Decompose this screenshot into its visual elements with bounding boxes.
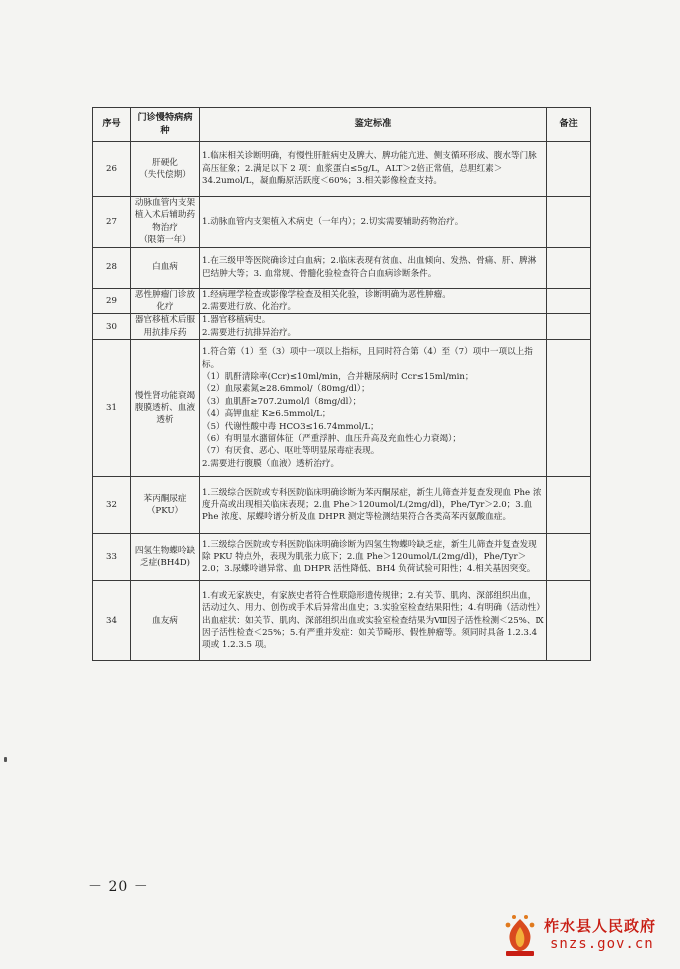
disease-name-line: （限第一年） — [139, 235, 191, 246]
disease-name-line: 器官移植术后服 — [134, 315, 196, 326]
criteria-line: 2.需要进行抗排异治疗。 — [202, 327, 297, 338]
row-number: 32 — [93, 477, 131, 534]
criteria-cell — [200, 142, 547, 197]
header-no: 序号 — [93, 108, 131, 142]
disease-name-line: 恶性肿瘤门诊放 — [134, 289, 196, 300]
disease-name-line: （PKU） — [146, 506, 184, 517]
criteria-line: （4）高钾血症 K≥6.5mmol/L； — [202, 409, 331, 420]
criteria-line: （6）有明显水潴留体征（严重浮肿、血压升高及充血性心力衰竭）； — [202, 434, 461, 445]
remark-cell — [547, 288, 591, 314]
criteria-line: 1.在三级甲等医院确诊过白血病；2.临床表现有贫血、出血倾向、发热、骨痛、肝、脾淋巴结肿大等；3. 血常规、骨髓化验检查符合白血病诊断条件。 — [202, 256, 537, 279]
criteria-line: 1.器官移植病史。 — [202, 315, 271, 326]
criteria-cell — [200, 534, 547, 581]
criteria-table — [92, 107, 591, 661]
disease-name-line: 肝硬化 — [152, 157, 178, 168]
header-remark: 备注 — [547, 108, 591, 142]
criteria-cell — [200, 340, 547, 477]
criteria-line: （7）有厌食、恶心、呕吐等明显尿毒症表现。 — [202, 446, 380, 457]
remark-cell — [547, 247, 591, 288]
remark-cell — [547, 477, 591, 534]
row-number: 27 — [93, 197, 131, 248]
criteria-line: 1.动脉血管内支架植入术病史（一年内）；2.切实需要辅助药物治疗。 — [202, 216, 464, 227]
row-number: 33 — [93, 534, 131, 581]
criteria-line: （1）肌酐清除率(Ccr)≤10ml/min，合并糖尿病时 Ccr≤15ml/min； — [202, 372, 474, 383]
disease-name-line: 四氢生物蝶呤缺 — [134, 545, 196, 556]
table-row — [93, 340, 591, 477]
row-number: 26 — [93, 142, 131, 197]
remark-cell — [547, 142, 591, 197]
disease-name-cell — [131, 340, 200, 477]
disease-name-line: 物治疗 — [152, 222, 178, 233]
table-row — [93, 197, 591, 248]
criteria-line: 2.需要进行腹膜（血液）透析治疗。 — [202, 458, 340, 469]
criteria-cell — [200, 314, 547, 340]
table-row — [93, 142, 591, 197]
criteria-cell — [200, 477, 547, 534]
remark-cell — [547, 197, 591, 248]
criteria-line: 1.有或无家族史，有家族史者符合性联隐形遗传规律；2.有关节、肌肉、深部组织出血，活动过久、用力、创伤或手术后异常出血史；3.实验室检查结果阳性；4.有明确（活动性）出血症状：如关节、肌肉、深部组织出血或实验室检查结果为Ⅷ因子活性检测＜25%、Ⅸ因子活性检查＜25%；5.有严重并发症：如关节畸形、假性肿瘤等。须同时具备 1.2.3.4 项或 1.2.3.5 项。 — [202, 590, 544, 651]
watermark-title: 柞水县人民政府 — [544, 917, 657, 935]
criteria-line: （5）代谢性酸中毒 HCO3≤16.74mmol/L； — [202, 421, 379, 432]
table-row — [93, 534, 591, 581]
disease-name-line: 化疗 — [156, 302, 174, 313]
disease-name-line: 透析 — [156, 415, 174, 426]
disease-name-line: 植入术后辅助药 — [134, 210, 196, 221]
table-row — [93, 247, 591, 288]
criteria-cell — [200, 288, 547, 314]
red-flame-emblem-icon — [500, 913, 540, 959]
disease-name-line: （失代偿期） — [139, 170, 191, 180]
remark-cell — [547, 534, 591, 581]
criteria-line: 1.三级综合医院或专科医院临床明确诊断为四氢生物蝶呤缺乏症，新生儿筛查并复查发现除 PKU 特点外，表现为肌张力底下；2.血 Phe＞120umol/L(2mg/dl)，Phe/Tyr＞2.0；3.尿蝶呤谱异常、血 DHPR 活性降低、BH4 负荷试验可阳性；4.相关基因突变。 — [202, 539, 537, 575]
disease-name-line: 用抗排斥药 — [143, 327, 187, 338]
criteria-line: 1.临床相关诊断明确，有慢性肝脏病史及脾大、脾功能亢进、侧支循环形成、腹水等门脉高压征象；2.满足以下 2 项：血浆蛋白≤5g/L，ALT＞2倍正常值，总胆红素＞34.2umol/L，凝血酶原活跃度＜60%；3.相关影像检查支持。 — [202, 151, 537, 187]
row-number: 30 — [93, 314, 131, 340]
disease-name-line: 血友病 — [152, 615, 178, 626]
criteria-line: 1.符合第（1）至（3）项中一项以上指标，且同时符合第（4）至（7）项中一项以上指标。 — [202, 347, 533, 370]
header-criteria: 鉴定标准 — [200, 108, 547, 142]
row-number: 28 — [93, 247, 131, 288]
table-header-row — [93, 108, 591, 142]
disease-name-cell — [131, 247, 200, 288]
scan-mark — [4, 757, 7, 762]
remark-cell — [547, 581, 591, 661]
criteria-line: （2）血尿素氮≥28.6mmol/（80mg/dl）； — [202, 384, 370, 395]
remark-cell — [547, 314, 591, 340]
criteria-line: 1.三级综合医院或专科医院临床明确诊断为苯丙酮尿症，新生儿筛查并复查发现血 Phe 浓度升高或出现相关临床表现；2.血 Phe＞120umol/L(2mg/dl)，Phe/Tyr＞2.0；3.血 Phe 浓度、尿蝶呤谱分析及血 DHPR 测定等检测结果符合各类高苯丙氨酸血症。 — [202, 487, 542, 523]
disease-name-cell — [131, 197, 200, 248]
disease-name-cell — [131, 581, 200, 661]
criteria-cell — [200, 197, 547, 248]
criteria-line: 1.经病理学检查或影像学检查及相关化验，诊断明确为恶性肿瘤。 — [202, 289, 451, 300]
disease-name-cell — [131, 477, 200, 534]
criteria-line: 2.需要进行放、化治疗。 — [202, 302, 297, 313]
table-row — [93, 477, 591, 534]
criteria-cell — [200, 581, 547, 661]
watermark-url: snzs.gov.cn — [550, 936, 654, 952]
disease-name-cell — [131, 534, 200, 581]
row-number: 31 — [93, 340, 131, 477]
table-row — [93, 581, 591, 661]
disease-name-line: 苯丙酮尿症 — [143, 493, 187, 504]
row-number: 29 — [93, 288, 131, 314]
page-number: － 20 － — [88, 879, 149, 895]
disease-name-line: 腹膜透析、血液 — [134, 403, 196, 414]
disease-name-cell — [131, 314, 200, 340]
row-number: 34 — [93, 581, 131, 661]
criteria-cell — [200, 247, 547, 288]
remark-cell — [547, 340, 591, 477]
disease-name-line: 乏症(BH4D) — [139, 558, 191, 569]
disease-name-cell — [131, 288, 200, 314]
disease-name-line: 动脉血管内支架 — [134, 198, 196, 208]
header-disease-name: 门诊慢特病病种 — [131, 108, 200, 142]
disease-name-line: 白血病 — [152, 262, 178, 273]
table-row — [93, 288, 591, 314]
table-row — [93, 314, 591, 340]
disease-name-cell — [131, 142, 200, 197]
criteria-line: （3）血肌酐≥707.2umol/l（8mg/dl）； — [202, 396, 362, 407]
disease-name-line: 慢性肾功能衰竭 — [134, 390, 196, 401]
